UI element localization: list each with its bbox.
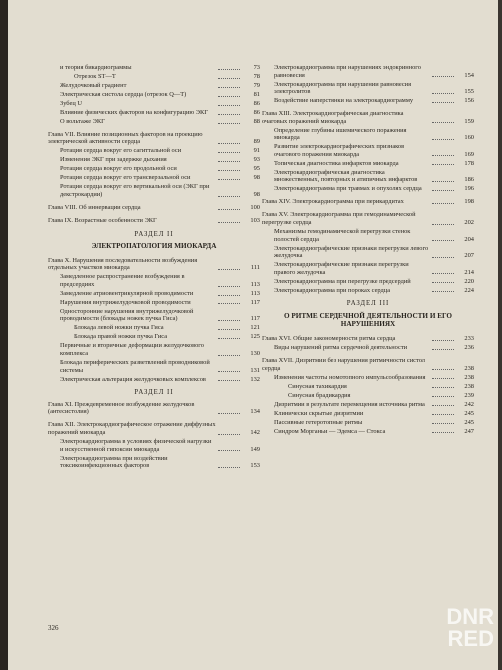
toc-entry	[262, 143, 474, 158]
toc-entry	[48, 438, 260, 453]
toc-entry	[262, 228, 474, 243]
toc-entry	[262, 357, 474, 372]
toc-entry-title: Развитие электрокардиографических признаков очагового поражения миокарда	[274, 143, 405, 158]
toc-entry	[48, 118, 260, 126]
toc-entry-page: 113	[250, 289, 260, 297]
toc-entry-page: 242	[464, 400, 474, 408]
dot-leader	[218, 295, 240, 296]
toc-entry	[48, 131, 260, 146]
page-number: 326	[48, 624, 59, 632]
toc-entry-page: 160	[464, 134, 474, 142]
toc-entry-title: Синусная тахикардия	[288, 382, 347, 390]
toc-entry-page: 236	[464, 344, 474, 352]
toc-entry-page: 111	[250, 264, 260, 272]
toc-entry-title: Глава VIII. Об иннервации сердца	[48, 203, 141, 211]
toc-entry-page: 204	[464, 235, 474, 243]
dot-leader	[432, 369, 454, 370]
toc-entry-page: 117	[250, 315, 260, 323]
toc-entry-page: 202	[464, 219, 474, 226]
toc-entry-title: Электрическая систола сердца (отрезок Q—T)	[60, 90, 187, 98]
section-heading: РАЗДЕЛ III	[346, 300, 390, 308]
toc-entry	[48, 342, 260, 357]
toc-entry-title: и теория бикардиограммы	[60, 64, 132, 71]
toc-entry	[48, 257, 260, 272]
toc-entry-page: 156	[464, 97, 474, 105]
dot-leader	[218, 355, 240, 356]
toc-entry-title: Глава XI. Преждевременное возбуждение желудочков (антесистолия)	[48, 400, 195, 416]
toc-entry-page: 155	[464, 88, 474, 96]
watermark-line: RED	[447, 626, 494, 651]
toc-entry-title: Электрокардиограмма при перегрузке предсердий	[274, 277, 411, 285]
dot-leader	[218, 170, 240, 171]
toc-entry-page: 134	[250, 408, 260, 416]
toc-entry	[262, 97, 474, 105]
section-heading: РАЗДЕЛ II	[134, 230, 174, 238]
dot-leader	[218, 87, 240, 88]
toc-entry	[48, 165, 260, 173]
toc-entry-page: 113	[250, 280, 260, 288]
dot-leader	[432, 257, 454, 258]
toc-entry-page: 117	[250, 298, 260, 306]
toc-entry	[262, 211, 474, 226]
toc-entry-page: 247	[464, 427, 474, 435]
toc-entry-title: Желудочковый градиент	[60, 81, 127, 89]
toc-entry-page: 121	[250, 324, 260, 332]
toc-entry	[48, 147, 260, 155]
toc-entry-page: 196	[464, 185, 474, 193]
toc-list-left-1	[48, 64, 260, 225]
toc-entry	[262, 344, 474, 352]
dot-leader	[218, 338, 240, 339]
dot-leader	[218, 69, 240, 70]
page-edge-shadow	[0, 0, 8, 670]
toc-entry	[48, 204, 260, 212]
watermark-logo	[410, 606, 494, 650]
dot-leader	[218, 78, 240, 79]
toc-entry-page: 91	[253, 147, 260, 155]
toc-entry	[48, 290, 260, 298]
dot-leader	[218, 413, 240, 414]
toc-entry	[262, 110, 474, 125]
section-title: ЭЛЕКТРОПАТОЛОГИЯ МИОКАРДА	[91, 242, 217, 251]
dot-leader	[432, 76, 454, 77]
toc-list-left-3	[48, 401, 260, 470]
toc-entry-page: 207	[464, 252, 474, 260]
toc-entry-title: Ротация сердца вокруг его продольной оси	[60, 165, 177, 173]
toc-entry-page: 95	[253, 165, 260, 173]
toc-entry-page: 89	[253, 138, 260, 146]
dot-leader	[218, 152, 240, 153]
toc-entry-page: 130	[250, 350, 260, 358]
toc-entry	[262, 245, 474, 260]
toc-entry-page: 238	[464, 382, 474, 390]
toc-entry	[48, 91, 260, 99]
dot-leader	[432, 224, 454, 225]
toc-entry-title: Замедленное распространение возбуждения в предсердиях	[60, 273, 185, 288]
toc-list-right-1	[262, 64, 474, 294]
toc-entry-title: Дизритмии в результате перемещения источника ритма	[274, 400, 425, 408]
toc-entry-title: Электрокардиограмма при травмах и опухолях сердца	[274, 185, 422, 193]
toc-entry-page: 98	[253, 174, 260, 182]
dot-leader	[218, 286, 240, 287]
toc-entry-page: 103	[250, 216, 260, 224]
toc-entry-title: Определение глубины ишемического поражения миокарда	[274, 126, 407, 142]
toc-entry	[262, 198, 474, 206]
toc-entry-title: Электрокардиограмма в условиях физической нагрузки и искусственной гипоксии миокарда	[60, 437, 212, 453]
toc-entry-title: О вольтаже ЭКГ	[60, 117, 105, 125]
dot-leader	[432, 387, 454, 388]
dot-leader	[432, 396, 454, 397]
toc-entry-page: 214	[464, 268, 474, 276]
toc-entry-page: 224	[464, 286, 474, 294]
left-column	[48, 64, 260, 471]
toc-entry-title: Электрокардиограмма при нарушении равновесия электролитов	[274, 80, 412, 96]
toc-entry	[48, 308, 260, 323]
dot-leader	[432, 181, 454, 182]
toc-entry-page: 86	[253, 99, 260, 107]
section-title: О РИТМЕ СЕРДЕЧНОЙ ДЕЯТЕЛЬНОСТИ И ЕГО НАРУШЕНИЯХ	[284, 311, 452, 329]
dot-leader	[432, 122, 454, 123]
section-heading-repeat: РАЗДЕЛ II	[134, 389, 174, 397]
toc-entry	[262, 127, 474, 142]
toc-entry-title: Ротация сердца вокруг его сагиттальной оси	[60, 147, 182, 155]
dot-leader	[432, 102, 454, 103]
toc-entry-title: Влияние физических факторов на конфигурацию ЭКГ	[60, 108, 208, 116]
toc-entry	[48, 156, 260, 164]
toc-entry-title: Электрокардиографические признаки перегрузки правого желудочка	[274, 261, 409, 276]
dot-leader	[432, 340, 454, 341]
toc-entry-page: 79	[253, 81, 260, 89]
dot-leader	[218, 196, 240, 197]
toc-entry-page: 245	[464, 409, 474, 417]
right-column	[262, 64, 474, 437]
toc-entry-page: 88	[253, 117, 260, 125]
toc-entry-title: Электрическая альтерация желудочковых комплексов	[60, 375, 206, 383]
toc-entry-page: 245	[464, 418, 474, 426]
toc-entry-page: 154	[464, 71, 474, 79]
dot-leader	[432, 93, 454, 94]
toc-entry-title: Глава XVII. Дизритмии без нарушения ритмичности систол сердца	[262, 357, 425, 372]
toc-entry	[48, 299, 260, 307]
toc-entry-page: 131	[250, 366, 260, 374]
toc-entry-title: Синусная брадикардия	[288, 391, 351, 399]
toc-entry	[262, 419, 474, 427]
toc-entry-page: 239	[464, 391, 474, 399]
toc-entry-title: Пассивные гетеротопные ритмы	[274, 418, 363, 426]
toc-entry	[262, 401, 474, 409]
dot-leader	[432, 349, 454, 350]
toc-entry	[262, 392, 474, 400]
toc-entry-title: Блокада правой ножки пучка Гиса	[74, 333, 168, 341]
toc-entry-title: Первичные и вторичные деформации желудочкового комплекса	[60, 342, 204, 358]
dot-leader	[218, 114, 240, 115]
toc-entry-title: Ротация сердца вокруг его трансверзальной оси	[60, 174, 191, 182]
toc-entry	[262, 374, 474, 382]
toc-entry-title: Глава X. Нарушения последовательности возбуждения отдельных участков миокарда	[48, 256, 198, 272]
toc-entry	[48, 324, 260, 332]
toc-entry	[262, 185, 474, 193]
toc-entry	[262, 261, 474, 276]
toc-entry-page: 220	[464, 277, 474, 285]
toc-entry	[48, 109, 260, 117]
dot-leader	[218, 303, 240, 304]
dot-leader	[432, 190, 454, 191]
toc-entry-page: 169	[464, 150, 474, 158]
toc-entry	[262, 335, 474, 343]
dot-leader	[432, 139, 454, 140]
dot-leader	[218, 143, 240, 144]
toc-entry-title: Блокада периферических разветвлений проводниковой системы	[60, 359, 210, 374]
dot-leader	[218, 179, 240, 180]
toc-entry	[48, 73, 260, 81]
dot-leader	[432, 240, 454, 241]
toc-entry	[48, 333, 260, 341]
toc-entry	[48, 100, 260, 108]
toc-entry-title: Отрезок ST—T	[74, 72, 116, 80]
toc-entry-page: 132	[250, 375, 260, 383]
toc-entry	[262, 383, 474, 391]
toc-entry	[262, 428, 474, 436]
dot-leader	[218, 329, 240, 330]
dot-leader	[218, 105, 240, 106]
dot-leader	[218, 371, 240, 372]
toc-entry-title: Изменения частоты номотопного импульсообразования	[274, 373, 426, 381]
dot-leader	[218, 467, 240, 468]
dot-leader	[432, 405, 454, 406]
dot-leader	[218, 380, 240, 381]
toc-entry-title: Глава XIII. Электрокардиографическая диагностика очаговых поражений миокарда	[262, 110, 404, 125]
toc-entry-title: Электрокардиограмма при воздействии токсикоинфекционных факторов	[60, 454, 168, 470]
toc-entry-page: 149	[250, 445, 260, 453]
toc-entry-page: 86	[253, 108, 260, 116]
toc-entry-title: Ротация сердца вокруг его вертикальной оси (ЭКГ при декстрокардии)	[60, 183, 210, 198]
watermark-line: DNR	[446, 604, 494, 629]
dot-leader	[432, 432, 454, 433]
toc-entry-page: 233	[464, 335, 474, 343]
toc-entry-title: Глава XII. Электрокардиографическое отражение диффузных поражений миокарда	[48, 421, 216, 436]
dot-leader	[218, 269, 240, 270]
toc-entry	[262, 287, 474, 295]
toc-entry-title: Глава VII. Влияние позиционных факторов на проекцию электрической активности сердца	[48, 130, 203, 146]
toc-entry	[48, 401, 260, 416]
toc-entry-page: 78	[253, 72, 260, 80]
toc-entry-title: Топическая диагностика инфарктов миокарда	[274, 159, 399, 167]
dot-leader	[218, 161, 240, 162]
toc-entry-title: Воздействие наперстянки на электрокардиограмму	[274, 97, 414, 105]
toc-entry-page: 93	[253, 156, 260, 164]
toc-entry-page: 198	[464, 198, 474, 206]
toc-entry-title: Электрокардиограмма при нарушениях эндокринного равновесия	[274, 64, 421, 79]
toc-entry	[262, 81, 474, 96]
toc-entry	[262, 278, 474, 286]
toc-entry-page: 98	[253, 191, 260, 198]
toc-entry-title: Блокада левой ножки пучка Гиса	[74, 324, 164, 332]
toc-entry	[48, 273, 260, 288]
toc-entry	[48, 376, 260, 384]
toc-entry-page: 153	[250, 462, 260, 470]
toc-list-left-2	[48, 257, 260, 383]
toc-entry-page: 178	[464, 159, 474, 167]
toc-entry	[262, 160, 474, 168]
toc-entry-title: Замедление атриовентрикулярной проводимости	[60, 289, 194, 297]
toc-entry-page: 186	[464, 176, 474, 184]
toc-entry-title: Односторонние нарушения внутрижелудочковой проводимости (блокады ножек пучка Гиса)	[60, 307, 194, 323]
dot-leader	[218, 96, 240, 97]
toc-entry-page: 142	[250, 428, 260, 436]
toc-entry	[48, 64, 260, 72]
toc-entry-title: Электрокардиограмма при пороках сердца	[274, 286, 391, 294]
toc-entry-title: Виды нарушений ритма сердечной деятельности	[274, 344, 408, 352]
toc-entry-page: 238	[464, 364, 474, 372]
toc-entry-page: 159	[464, 117, 474, 125]
toc-entry-title: Изменения ЭКГ при задержке дыхания	[60, 156, 167, 164]
dot-leader	[432, 203, 454, 204]
dot-leader	[432, 291, 454, 292]
toc-entry	[48, 359, 260, 374]
toc-entry-title: Клинически скрытые дизритмии	[274, 409, 364, 417]
toc-list-right-2	[262, 335, 474, 435]
toc-entry-title: Глава XIV. Электрокардиограмма при перикардитах	[262, 198, 404, 206]
toc-entry	[48, 217, 260, 225]
dot-leader	[432, 378, 454, 379]
toc-entry-title: Глава XVI. Общие закономерности ритма сердца	[262, 335, 396, 343]
toc-entry	[48, 455, 260, 470]
toc-entry-page: 125	[250, 333, 260, 341]
toc-entry-title: Глава XV. Электрокардиограмма при гемодинамической перегрузке сердца	[262, 211, 416, 226]
toc-entry	[262, 169, 474, 184]
dot-leader	[432, 164, 454, 165]
toc-entry-page: 73	[253, 64, 260, 71]
dot-leader	[218, 434, 240, 435]
toc-entry-title: Электрокардиографические признаки перегрузки левого желудочка	[274, 244, 429, 260]
dot-leader	[218, 209, 240, 210]
toc-entry	[48, 82, 260, 90]
toc-entry	[262, 64, 474, 79]
toc-entry-page: 238	[464, 373, 474, 381]
dot-leader	[218, 450, 240, 451]
toc-entry	[48, 174, 260, 182]
toc-entry-title: Зубец U	[60, 99, 82, 107]
dot-leader	[432, 414, 454, 415]
toc-entry	[48, 421, 260, 436]
toc-entry-title: Глава IX. Возрастные особенности ЭКГ	[48, 216, 157, 224]
toc-entry	[48, 183, 260, 198]
dot-leader	[218, 222, 240, 223]
toc-entry-page: 81	[253, 90, 260, 98]
dot-leader	[218, 123, 240, 124]
dot-leader	[432, 282, 454, 283]
toc-entry-page: 100	[250, 203, 260, 211]
dot-leader	[432, 273, 454, 274]
toc-entry-title: Механизмы гемодинамической перегрузки стенок полостей сердца	[274, 227, 411, 243]
toc-entry-title: Нарушения внутрижелудочковой проводимости	[60, 298, 191, 306]
toc-entry-title: Синдром Морганьи — Эдемса — Стокса	[274, 427, 386, 435]
dot-leader	[432, 423, 454, 424]
toc-entry	[262, 410, 474, 418]
toc-entry-title: Электрокардиографическая диагностика множественных, повторных и атипичных инфарктов	[274, 168, 418, 184]
dot-leader	[432, 155, 454, 156]
dot-leader	[218, 320, 240, 321]
